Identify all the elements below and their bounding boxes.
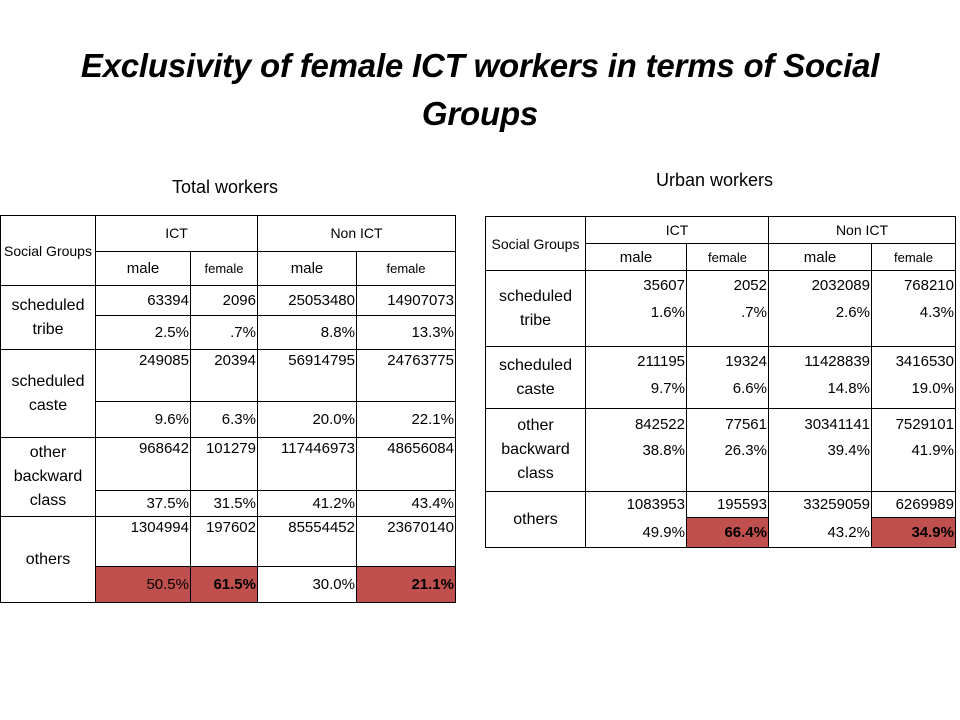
table-cell: 2052 [687, 271, 769, 300]
urban-workers-caption: Urban workers [656, 170, 774, 190]
table-cell: 1304994 [96, 517, 191, 567]
table-row [486, 347, 956, 376]
table-cell: 38.8% [586, 440, 687, 492]
table-row [1, 286, 456, 316]
page-title: Exclusivity of female ICT workers in terms of Social Groups [80, 47, 880, 132]
table-cell: 768210 [872, 271, 956, 300]
total-workers-caption: Total workers [172, 177, 279, 197]
col-header-non-ict: Non ICT [769, 217, 956, 244]
table-cell: 33259059 [769, 492, 872, 518]
table-cell: 211195 [586, 347, 687, 376]
table-cell: 48656084 [357, 438, 456, 491]
table-cell: 30341141 [769, 409, 872, 440]
table-cell-highlight: 21.1% [357, 567, 456, 603]
table-cell: 2.6% [769, 300, 872, 347]
table-row [486, 492, 956, 518]
table-cell: 35607 [586, 271, 687, 300]
urban-workers-table [485, 216, 956, 548]
table-cell: 30.0% [258, 567, 357, 603]
table-cell: 249085 [96, 350, 191, 402]
table-cell: 117446973 [258, 438, 357, 491]
table-cell: .7% [687, 300, 769, 347]
table-cell: 6269989 [872, 492, 956, 518]
row-group-label: others [486, 492, 586, 548]
table-cell: 85554452 [258, 517, 357, 567]
col-header-nonict-female: female [357, 252, 456, 286]
table-cell: 6.6% [687, 376, 769, 409]
table-cell: 968642 [96, 438, 191, 491]
table-cell: 22.1% [357, 402, 456, 438]
table-row [486, 271, 956, 300]
table-cell-highlight: 34.9% [872, 518, 956, 548]
table-row [1, 517, 456, 567]
table-cell: 842522 [586, 409, 687, 440]
table-cell: 4.3% [872, 300, 956, 347]
col-header-ict-female: female [687, 244, 769, 271]
table-cell: 14.8% [769, 376, 872, 409]
col-header-ict-male: male [586, 244, 687, 271]
table-cell: 197602 [191, 517, 258, 567]
table-cell: 2032089 [769, 271, 872, 300]
row-group-label: other backward class [486, 409, 586, 492]
table-cell: 41.9% [872, 440, 956, 492]
table-cell: 24763775 [357, 350, 456, 402]
row-group-label: scheduled caste [486, 347, 586, 409]
table-cell-highlight: 50.5% [96, 567, 191, 603]
table-cell: .7% [191, 316, 258, 350]
col-header-ict-male: male [96, 252, 191, 286]
table-cell: 19.0% [872, 376, 956, 409]
table-cell: 195593 [687, 492, 769, 518]
table-cell: 43.2% [769, 518, 872, 548]
table-cell: 19324 [687, 347, 769, 376]
table-cell: 39.4% [769, 440, 872, 492]
table-cell: 23670140 [357, 517, 456, 567]
table-cell: 63394 [96, 286, 191, 316]
total-workers-table [0, 215, 456, 603]
table-cell: 41.2% [258, 491, 357, 517]
table-cell-highlight: 66.4% [687, 518, 769, 548]
row-group-label: others [1, 517, 96, 603]
table-cell: 3416530 [872, 347, 956, 376]
row-group-label: scheduled tribe [1, 286, 96, 350]
table-row [1, 438, 456, 491]
col-header-nonict-male: male [769, 244, 872, 271]
table-cell: 56914795 [258, 350, 357, 402]
table-cell: 8.8% [258, 316, 357, 350]
table-cell: 9.6% [96, 402, 191, 438]
col-header-nonict-female: female [872, 244, 956, 271]
table-cell: 31.5% [191, 491, 258, 517]
table-cell: 1083953 [586, 492, 687, 518]
row-group-label: scheduled tribe [486, 271, 586, 347]
table-row [1, 350, 456, 402]
table-cell: 13.3% [357, 316, 456, 350]
table-cell: 6.3% [191, 402, 258, 438]
table-cell: 77561 [687, 409, 769, 440]
table-cell: 20.0% [258, 402, 357, 438]
table-cell: 26.3% [687, 440, 769, 492]
row-group-label: other backward class [1, 438, 96, 517]
table-cell: 14907073 [357, 286, 456, 316]
table-cell: 1.6% [586, 300, 687, 347]
table-cell: 49.9% [586, 518, 687, 548]
table-cell: 7529101 [872, 409, 956, 440]
table-cell: 25053480 [258, 286, 357, 316]
table-cell: 43.4% [357, 491, 456, 517]
table-cell: 101279 [191, 438, 258, 491]
table-cell: 20394 [191, 350, 258, 402]
table-cell-highlight: 61.5% [191, 567, 258, 603]
col-header-social-groups: Social Groups [486, 217, 586, 271]
table-cell: 9.7% [586, 376, 687, 409]
col-header-ict: ICT [586, 217, 769, 244]
col-header-ict-female: female [191, 252, 258, 286]
table-cell: 2096 [191, 286, 258, 316]
col-header-non-ict: Non ICT [258, 216, 456, 252]
row-group-label: scheduled caste [1, 350, 96, 438]
table-cell: 37.5% [96, 491, 191, 517]
table-row [486, 409, 956, 440]
table-cell: 11428839 [769, 347, 872, 376]
table-cell: 2.5% [96, 316, 191, 350]
col-header-ict: ICT [96, 216, 258, 252]
col-header-nonict-male: male [258, 252, 357, 286]
col-header-social-groups: Social Groups [1, 216, 96, 286]
